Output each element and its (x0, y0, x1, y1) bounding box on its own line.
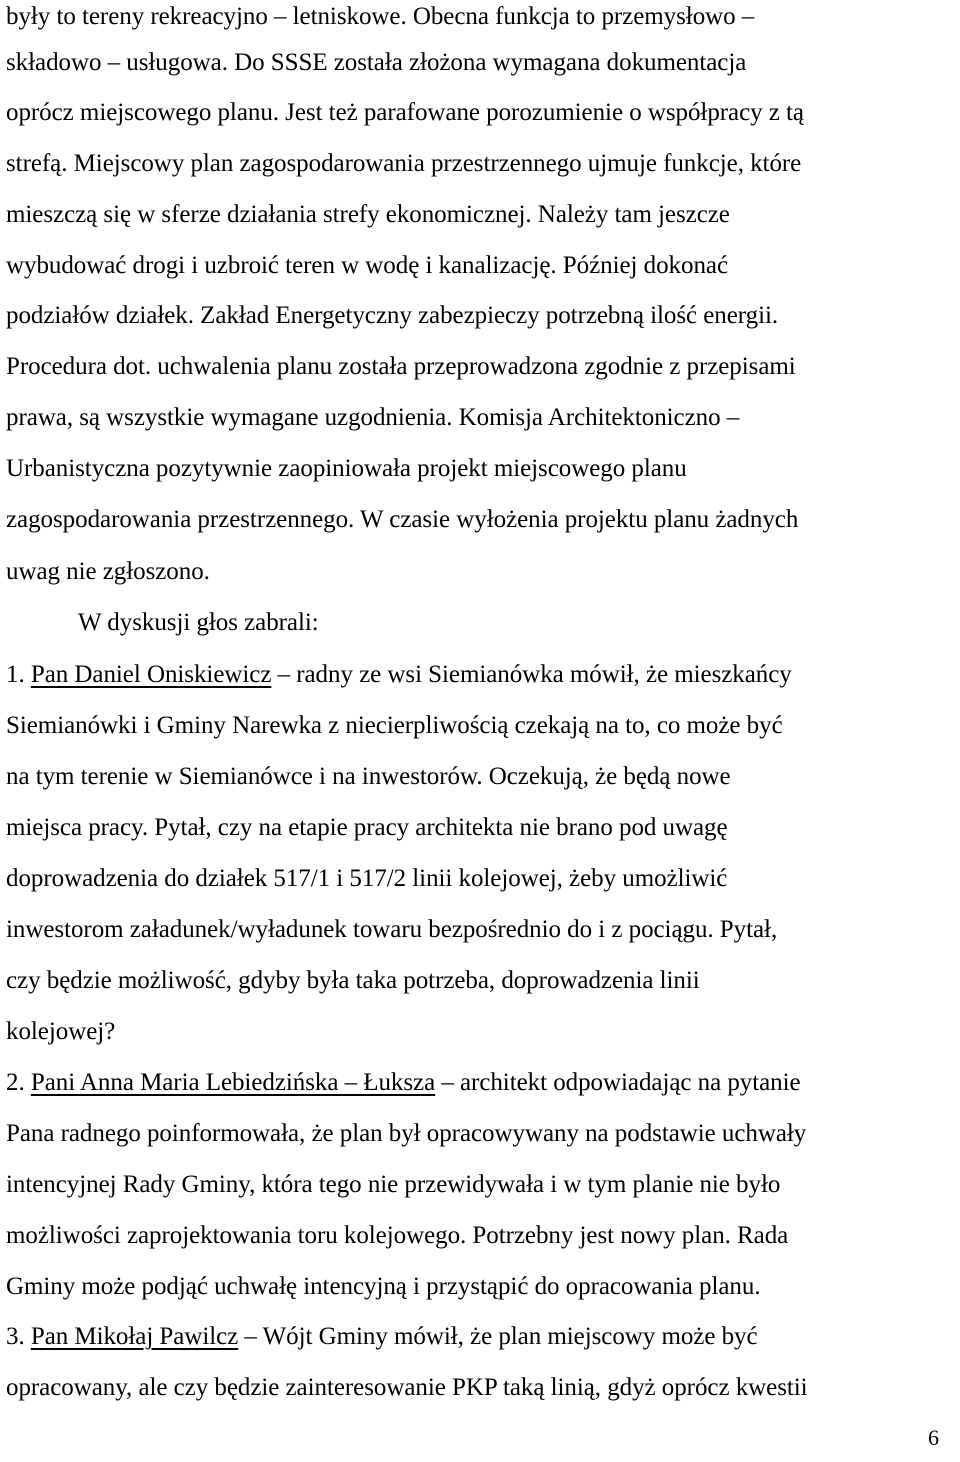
paragraph-line: Pana radnego poinformowała, że plan był opracowywany na podstawie uchwały (6, 1120, 807, 1147)
paragraph-line: mieszczą się w sferze działania strefy ekonomicznej. Należy tam jeszcze (6, 201, 730, 228)
speaker-statement: – architekt odpowiadając na pytanie (441, 1069, 801, 1096)
paragraph-line: Gminy może podjąć uchwałę intencyjną i przystąpić do opracowania planu. (6, 1273, 761, 1300)
paragraph-line: Urbanistyczna pozytywnie zaopiniowała projekt miejscowego planu (6, 455, 687, 482)
paragraph-line: inwestorom załadunek/wyładunek towaru bezpośrednio do i z pociągu. Pytał, (6, 916, 778, 943)
speaker-name: Pan Mikołaj Pawilcz (30, 1323, 239, 1350)
list-number: 3. (6, 1323, 25, 1350)
page-number: 6 (928, 1425, 939, 1450)
paragraph-line: Procedura dot. uchwalenia planu została przeprowadzona zgodnie z przepisami (6, 353, 796, 380)
paragraph-line: opracowany, ale czy będzie zainteresowanie PKP taką linią, gdyż oprócz kwestii (6, 1374, 808, 1401)
paragraph-line: czy będzie możliwość, gdyby była taka potrzeba, doprowadzenia linii (6, 967, 700, 994)
speaker-statement: – radny ze wsi Siemianówka mówił, że mieszkańcy (277, 661, 792, 688)
speaker-name: Pani Anna Maria Lebiedzińska – Łuksza (30, 1069, 436, 1096)
paragraph-line: miejsca pracy. Pytał, czy na etapie pracy architekta nie brano pod uwagę (6, 814, 728, 841)
paragraph-line: możliwości zaprojektowania toru kolejowego. Potrzebny jest nowy plan. Rada (6, 1222, 789, 1249)
paragraph-line: doprowadzenia do działek 517/1 i 517/2 linii kolejowej, żeby umożliwić (6, 865, 728, 892)
list-number: 2. (6, 1069, 25, 1096)
paragraph-line: uwag nie zgłoszono. (6, 558, 210, 585)
paragraph-line: intencyjnej Rady Gminy, która tego nie przewidywała i w tym planie nie było (6, 1171, 781, 1198)
speaker-name: Pan Daniel Oniskiewicz (30, 661, 272, 688)
speaker-3-first-line (6, 1322, 758, 1352)
paragraph-line: na tym terenie w Siemianówce i na inwestorów. Oczekują, że będą nowe (6, 763, 731, 790)
discussion-heading: W dyskusji głos zabrali: (78, 609, 319, 636)
paragraph-line: podziałów działek. Zakład Energetyczny zabezpieczy potrzebną ilość energii. (6, 302, 779, 329)
speaker-1-first-line (6, 660, 792, 690)
paragraph-line: strefą. Miejscowy plan zagospodarowania przestrzennego ujmuje funkcje, które (6, 150, 802, 177)
paragraph-line: wybudować drogi i uzbroić teren w wodę i kanalizację. Później dokonać (6, 252, 728, 279)
paragraph-line: Siemianówki i Gminy Narewka z niecierpliwością czekają na to, co może być (6, 712, 783, 739)
list-number: 1. (6, 661, 25, 688)
paragraph-line: oprócz miejscowego planu. Jest też parafowane porozumienie o współpracy z tą (6, 99, 804, 126)
paragraph-line: zagospodarowania przestrzennego. W czasie wyłożenia projektu planu żadnych (6, 506, 799, 533)
paragraph-line: kolejowej? (6, 1018, 116, 1045)
speaker-2-first-line (6, 1068, 801, 1098)
paragraph-line: składowo – usługowa. Do SSSE została złożona wymagana dokumentacja (6, 49, 747, 76)
paragraph-line: prawa, są wszystkie wymagane uzgodnienia. Komisja Architektoniczno – (6, 404, 740, 431)
paragraph-line: były to tereny rekreacyjno – letniskowe. Obecna funkcja to przemysłowo – (6, 3, 755, 30)
speaker-statement: – Wójt Gminy mówił, że plan miejscowy może być (244, 1323, 758, 1350)
